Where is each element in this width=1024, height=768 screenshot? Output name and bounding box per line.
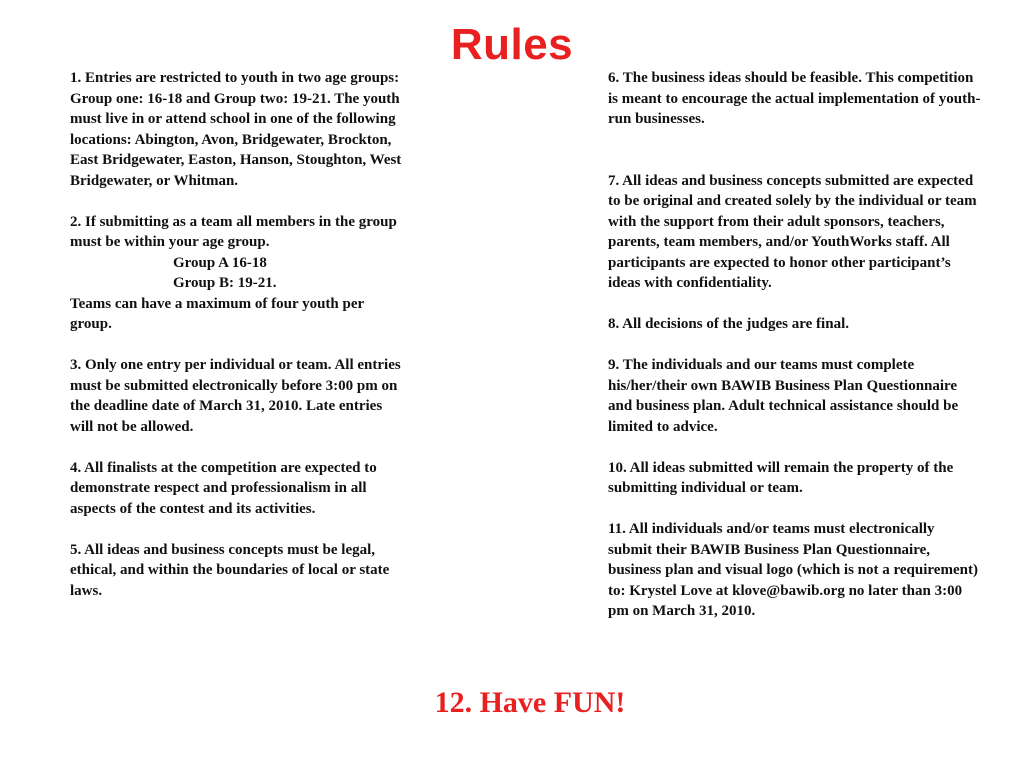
rule-6: 6. The business ideas should be feasible. This competition is meant to encourage the actual implementation of youth-run businesses. (608, 70, 981, 127)
spacer (608, 335, 982, 356)
spacer (608, 130, 982, 171)
rule-2-teams: Teams can have a maximum of four youth per group. (70, 295, 364, 332)
spacer (70, 519, 405, 540)
rule-11: 11. All individuals and/or teams must electronically submit their BAWIB Business Plan Questionnaire, business plan and visual logo (which is not a requirement) to: Krystel Love at klove@bawib.org no later than 3:00 pm on March 31, 2010. (608, 521, 978, 619)
rule-2: 2. If submitting as a team all members in the group must be within your age group. (70, 213, 397, 250)
rules-right-column (608, 68, 982, 622)
spacer (608, 294, 982, 315)
rule-10: 10. All ideas submitted will remain the property of the submitting individual or team. (608, 459, 954, 496)
page-title: Rules (450, 20, 574, 69)
spacer (608, 499, 982, 520)
rule-7: 7. All ideas and business concepts submitted are expected to be original and created solely by the individual or team with the support from their adult sponsors, teachers, parents, team members, and/or YouthWorks staff. All participants are expected to honor other participant’s ideas with confidentiality. (608, 172, 977, 291)
rule-2-group-a: Group A 16-18 (173, 254, 267, 271)
rule-3: 3. Only one entry per individual or team. All entries must be submitted electronically before 3:00 pm on the deadline date of March 31, 2010. Late entries will not be allowed. (70, 357, 401, 435)
rules-left-column (70, 68, 405, 601)
footer-rule-12: 12. Have FUN! (434, 686, 626, 719)
rule-1: 1. Entries are restricted to youth in two age groups: Group one: 16-18 and Group two: 19-21. The youth must live in or attend school in one of the following locations: Abington, Avon, Bridgewater, Brockton, East Bridgewater, Easton, Hanson, Stoughton, West Bridgewater, or Whitman. (70, 70, 402, 189)
spacer (608, 437, 982, 458)
spacer (70, 191, 405, 212)
rule-2-group-b: Group B: 19-21. (173, 275, 277, 291)
rule-5: 5. All ideas and business concepts must be legal, ethical, and within the boundaries of local or state laws. (70, 541, 390, 599)
rule-9: 9. The individuals and our teams must complete his/her/their own BAWIB Business Plan Questionnaire and business plan. Adult technical assistance should be limited to advice. (608, 357, 959, 435)
rule-8: 8. All decisions of the judges are final. (608, 316, 849, 332)
spacer (70, 335, 405, 356)
rule-4: 4. All finalists at the competition are expected to demonstrate respect and professionalism in all aspects of the contest and its activities. (70, 459, 377, 517)
spacer (70, 437, 405, 458)
